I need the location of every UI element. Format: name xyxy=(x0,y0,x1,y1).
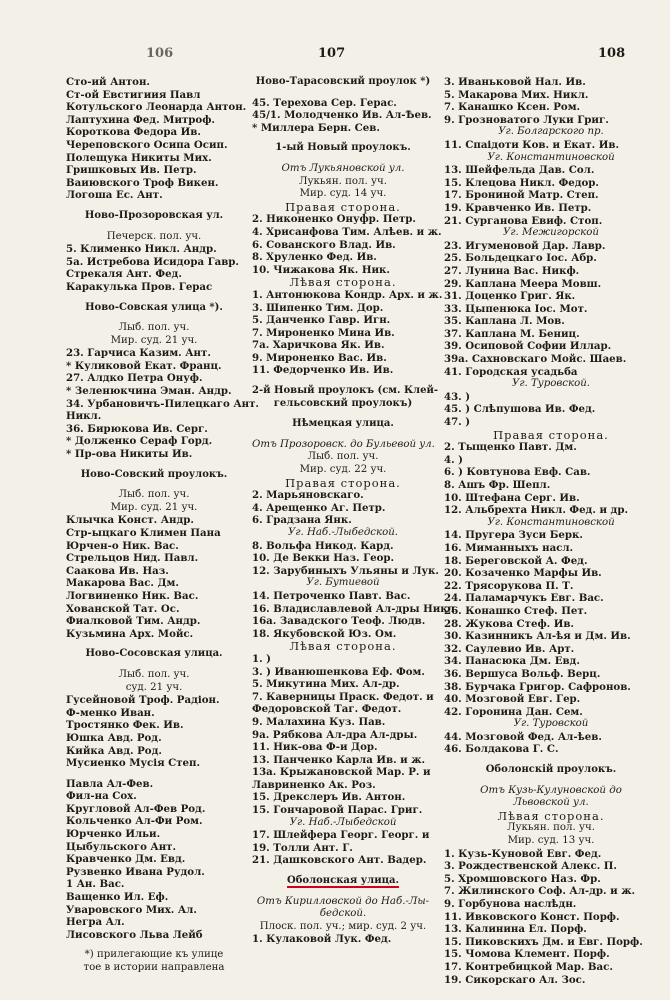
location-note: Львовской ул. xyxy=(513,797,589,809)
side-heading: Лѣвая сторона. xyxy=(289,639,397,654)
directory-entry: 18. Береговской А. Фед. xyxy=(444,554,588,567)
spacer xyxy=(252,431,434,439)
spacer xyxy=(252,134,434,142)
side-heading: Правая сторона. xyxy=(285,199,401,214)
spacer xyxy=(252,888,434,896)
location-note: Отъ Кузь-Кулуновской до xyxy=(480,784,622,796)
directory-entry: 13а. Крыжановской Мар. Р. и xyxy=(252,766,431,779)
directory-entry: 46. Болдакова Г. С. xyxy=(444,743,559,756)
directory-entry: Ст-ой Евстигиия Павл xyxy=(66,88,201,101)
directory-entry: Кравченко Дм. Евд. xyxy=(66,853,186,866)
location-note: Уг. Бутиевой xyxy=(306,577,380,589)
location-note: Уг. Межигорской xyxy=(503,227,599,239)
directory-entry: Гришковых Ив. Петр. xyxy=(66,164,197,177)
directory-entry: Котульского Леонарда Антон. xyxy=(66,101,247,114)
directory-entry: 16а. Завадского Теоф. Людв. xyxy=(252,615,426,628)
directory-entry: 19. Кравченко Ив. Петр. xyxy=(444,201,592,214)
directory-entry: Кийка Авд. Род. xyxy=(66,744,162,757)
directory-entry: 38. Бурчака Григор. Сафронов. xyxy=(444,680,631,693)
directory-entry: 42. Горонина Дан. Сем. xyxy=(444,705,583,718)
directory-entry: 6. ) Ковтунова Евф. Сав. xyxy=(444,466,591,479)
location-note: Уг. Туровской xyxy=(513,718,589,730)
side-heading: Правая сторона. xyxy=(493,427,609,442)
directory-entry: 4. Хрисанфова Тим. Алѣев. и ж. xyxy=(252,225,442,238)
spacer xyxy=(444,756,658,764)
directory-entry: 8. Ашъ Фр. Шепл. xyxy=(444,479,551,491)
directory-entry: 28. Жукова Стеф. Ив. xyxy=(444,617,574,630)
directory-entry: 5. Хромшовского Наз. Фр. xyxy=(444,872,601,885)
directory-entry: 34. Панасюка Дм. Евд. xyxy=(444,655,580,668)
directory-entry: Лавриненко Ак. Роз. xyxy=(252,778,376,791)
district-note: Лукьян. пол. уч. xyxy=(507,822,595,834)
directory-entry: 41. Городская усадьба xyxy=(444,365,578,378)
directory-entry: Негра Ал. xyxy=(66,916,125,929)
directory-entry: 30. Казинникъ Ал-ѣя и Дм. Ив. xyxy=(444,630,631,643)
directory-entry: 15. Чомова Клемент. Порф. xyxy=(444,948,610,961)
district-note: Лыб. пол. уч. xyxy=(118,322,190,334)
directory-entry: Федоровской Таг. Федот. xyxy=(252,703,402,716)
directory-entry: 34. Урбановичъ-Пилецкаго Ант. xyxy=(66,397,259,410)
spacer xyxy=(66,640,242,648)
directory-entry: 40. Мозговой Евг. Гер. xyxy=(444,693,581,706)
directory-entry: 9. Мироненко Вас. Ив. xyxy=(252,351,387,364)
directory-entry: 5а. Истребова Исидора Гавр. xyxy=(66,255,239,268)
directory-entry: 45. ) Слѣпушова Ив. Фед. xyxy=(444,403,596,416)
directory-entry: 23. Игуменовой Дар. Лавр. xyxy=(444,239,606,252)
directory-entry: 5. Микутина Мих. Ал-др. xyxy=(252,678,400,691)
district-note: суд. 21 уч. xyxy=(125,681,183,693)
location-note: Уг. Константиновской xyxy=(487,516,615,528)
directory-entry: Юрченко Ильи. xyxy=(66,828,161,841)
directory-entry: 12. Альбрехта Никл. Фед. и др. xyxy=(444,504,629,517)
directory-entry: 15. Дрекслеръ Ив. Антон. xyxy=(252,791,406,804)
directory-entry: 8. Хруленко Фед. Ив. xyxy=(252,251,377,264)
directory-entry: 11. Ник-ова Ф-и Дор. xyxy=(252,741,378,754)
directory-entry: Мусиенко Мусія Степ. xyxy=(66,757,201,770)
directory-entry: 17. Шлейфера Георг. Георг. и xyxy=(252,829,430,842)
directory-entry: 1. Кузь-Куновой Евг. Фед. xyxy=(444,847,602,860)
directory-entry: 1 Ан. Вас. xyxy=(66,878,125,891)
district-note: *) прилегающие къ улице xyxy=(84,949,224,961)
directory-entry: 45/1. Молодченко Ив. Ал-Ѣев. xyxy=(252,109,432,122)
district-note: Мир. суд. 21 уч. xyxy=(110,501,198,513)
directory-entry: 6. Сованского Влад. Ив. xyxy=(252,238,396,251)
street-heading: Ново-Совский проулокъ. xyxy=(80,468,228,480)
directory-entry: 17. Контребицкой Мар. Вас. xyxy=(444,960,613,973)
directory-entry: 7. Мироненко Мина Ив. xyxy=(252,326,395,339)
directory-entry: Лисовского Льва Лейб xyxy=(66,928,203,941)
directory-entry: 35. Каплана Л. Мов. xyxy=(444,315,565,328)
district-note: Лыб. пол. уч. xyxy=(118,668,190,680)
directory-entry: 20. Козаченко Марфы Ив. xyxy=(444,567,602,580)
directory-entry: Стрельцов Нид. Павл. xyxy=(66,552,199,565)
district-note: тое в истории направлена xyxy=(83,962,225,973)
directory-entry: 37. Каплана М. Бениц. xyxy=(444,327,580,340)
directory-entry: 4. ) xyxy=(444,453,464,466)
directory-entry: Сто-ий Антон. xyxy=(66,76,150,88)
district-note: Печерск. пол. уч. xyxy=(106,230,202,242)
directory-entry: 23. Гарчиса Казим. Ант. xyxy=(66,347,211,360)
street-heading: Ново-Совская улица *). xyxy=(85,301,223,313)
directory-entry: 3. ) Иванюшенкова Еф. Фом. xyxy=(252,665,425,678)
location-note: Отъ Лукьяновской ул. xyxy=(281,162,405,174)
location-note: Уг. Туровской. xyxy=(512,378,590,390)
location-note: Уг. Болгарского пр. xyxy=(498,126,604,138)
directory-entry: 8. Вольфа Никод. Кард. xyxy=(252,539,394,552)
directory-entry: 44. Мозговой Фед. Ал-ѣев. xyxy=(444,730,602,743)
directory-entry: 9. Малахина Куз. Пав. xyxy=(252,715,386,728)
directory-entry: 27. Алдко Петра Онуф. xyxy=(66,372,203,385)
directory-entry: Кузьмина Арх. Мойс. xyxy=(66,627,194,640)
directory-entry: Фил-на Сох. xyxy=(66,790,137,803)
directory-entry: 7. Жилинского Соф. Ал-др. и ж. xyxy=(444,885,636,898)
directory-entry: Полещука Никиты Мих. xyxy=(66,151,212,164)
directory-entry: 17. Брониной Матр. Степ. xyxy=(444,189,599,202)
directory-entry: 14. Пругера Зуси Берк. xyxy=(444,529,583,542)
spacer xyxy=(252,867,434,875)
district-note: Мир. суд. 21 уч. xyxy=(110,334,198,346)
directory-entry: Логвиненко Ник. Вас. xyxy=(66,589,199,602)
spacer xyxy=(66,223,242,231)
directory-entry: 15. Клецова Никл. Федор. xyxy=(444,176,599,189)
street-heading xyxy=(252,875,434,888)
directory-entry: Кругловой Ал-Фев Род. xyxy=(66,802,206,815)
left-column xyxy=(66,76,259,996)
directory-entry: 7. Каверницы Праск. Федот. и xyxy=(252,690,434,703)
spacer xyxy=(252,89,434,97)
directory-entry: 39. Осиповой Софии Иллар. xyxy=(444,340,612,353)
directory-entry: 47. ) xyxy=(444,416,471,429)
directory-entry: 32. Саулевио Ив. Арт. xyxy=(444,642,575,655)
directory-entry: 3. Рождественской Алекс. П. xyxy=(444,860,617,873)
directory-entry: Ф-менко Иван. xyxy=(66,706,155,719)
directory-entry: Ваиювского Троф Викен. xyxy=(66,176,219,189)
location-note: Отъ Прозоровск. до Бульевой ул. xyxy=(252,438,435,450)
spacer xyxy=(252,155,434,163)
directory-entry: 16. Владиславлевой Ал-дры Никл. xyxy=(252,602,459,615)
directory-entry: 5. Клименко Никл. Андр. xyxy=(66,243,217,256)
directory-entry: 29. Каплана Меера Мовш. xyxy=(444,277,602,290)
directory-entry: 31. Доценко Григ. Як. xyxy=(444,290,576,303)
directory-entry: 14. Петроченко Павт. Вас. xyxy=(252,589,411,602)
location-note: Уг. Константиновской xyxy=(487,151,615,163)
street-heading: Оболонскiй проулокъ. xyxy=(485,764,617,776)
directory-entry: Стрекаля Ант. Фед. xyxy=(66,268,182,281)
spacer xyxy=(66,314,242,322)
directory-entry: Юшка Авд. Род. xyxy=(66,731,162,744)
location-note: Уг. Наб.-Лыбедской. xyxy=(287,527,399,538)
street-heading: Ново-Прозоровская ул. xyxy=(84,209,224,221)
district-note: Плоск. пол. уч.; мир. суд. 2 уч. xyxy=(259,920,427,932)
directory-entry: * Зеленюкчина Эман. Андр. xyxy=(66,385,232,398)
side-heading: Лѣвая сторона. xyxy=(497,808,605,823)
directory-entry: Клычка Конст. Андр. xyxy=(66,514,194,527)
directory-entry: 16. Миманныхъ насл. xyxy=(444,541,574,554)
district-note: Мир. суд. 14 уч. xyxy=(299,188,387,200)
directory-entry: Гусейновой Троф. Радіон. xyxy=(66,694,220,707)
spacer xyxy=(66,202,242,210)
directory-entry: Коротковa Федора Ив. xyxy=(66,126,201,139)
directory-entry: 11. Спаідоти Ков. и Екат. Ив. xyxy=(444,138,620,151)
page-number-middle: 107 xyxy=(318,46,346,61)
directory-entry: 10. Чижакова Як. Ник. xyxy=(252,263,390,276)
right-column xyxy=(444,76,658,996)
directory-entry: * Куликовой Екат. Франц. xyxy=(66,359,222,372)
location-note: Отъ Кирилловской до Наб.-Лы- xyxy=(256,895,430,907)
directory-entry: Хованской Тат. Ос. xyxy=(66,602,180,615)
directory-entry: 22. Трясорукова П. Т. xyxy=(444,579,574,592)
spacer xyxy=(66,770,242,778)
spacer xyxy=(66,294,242,302)
directory-entry: 36. Вершуса Вольф. Верц. xyxy=(444,667,601,680)
directory-entry: * Долженко Сераф Горд. xyxy=(66,435,213,448)
directory-entry: 33. Цыпенюка Іос. Мот. xyxy=(444,302,588,315)
directory-entry: 15. Гончаровой Парас. Григ. xyxy=(252,804,423,817)
page-number-left: 106 xyxy=(146,46,174,61)
directory-entry: 21. Дашковского Ант. Вадер. xyxy=(252,854,427,867)
directory-entry: 15. Пиковскихъ Дм. и Евг. Порф. xyxy=(444,935,643,948)
directory-entry: Макарова Вас. Дм. xyxy=(66,577,179,590)
location-note: бедской. xyxy=(319,908,367,920)
directory-entry: Стр-ыцкаго Климен Пана xyxy=(66,527,221,539)
directory-entry: 2. Никоненко Онуфр. Петр. xyxy=(252,213,416,226)
spacer xyxy=(252,410,434,418)
street-heading: Нѣмецкая улица. xyxy=(292,418,394,430)
directory-entry: Логоша Ес. Ант. xyxy=(66,189,163,202)
directory-entry: Каракулька Пров. Герас xyxy=(66,280,213,293)
directory-entry: 26. Конашко Стеф. Пет. xyxy=(444,604,588,617)
directory-entry: 10. Штефана Серг. Ив. xyxy=(444,491,580,504)
district-note: Лукьян. пол. уч. xyxy=(299,175,387,187)
directory-entry: 39а. Сахновскаго Мойс. Шаев. xyxy=(444,353,627,366)
spacer xyxy=(444,777,658,785)
directory-entry: 3. Иваньковой Нал. Ив. xyxy=(444,76,586,88)
directory-entry: * Пр-ова Никиты Ив. xyxy=(66,448,193,461)
directory-entry: 1. Кулаковой Лук. Фед. xyxy=(252,933,392,946)
location-note: Уг. Наб.-Лыбедской xyxy=(289,816,397,828)
directory-entry: 9. Горбунова наслѣдн. xyxy=(444,898,577,910)
street-heading: Ново-Сосовская улица. xyxy=(85,648,223,660)
directory-entry: Фиалковой Тим. Андр. xyxy=(66,615,201,628)
directory-entry: 25. Больдецкаго Іос. Абр. xyxy=(444,252,597,265)
street-heading: Ново-Тарасовский проулок *) xyxy=(255,76,431,87)
directory-entry: 12. Зарубиныхъ Ульяны и Лук. xyxy=(252,564,439,577)
directory-entry: 3. Шипенко Тим. Дор. xyxy=(252,301,384,314)
directory-entry: Никл. xyxy=(66,410,102,423)
directory-entry: Юрчен-о Ник. Вас. xyxy=(66,539,179,552)
directory-entry: Рузвенко Ивана Рудол. xyxy=(66,865,205,878)
directory-entry: Череповского Осипа Осип. xyxy=(66,138,228,151)
directory-entry: 5. Данченко Гавр. Игн. xyxy=(252,314,391,327)
directory-entry: Ващенко Ил. Еф. xyxy=(66,891,169,904)
directory-entry: 45. Терехова Сер. Герас. xyxy=(252,96,397,109)
spacer xyxy=(66,661,242,669)
page-number-right: 108 xyxy=(598,46,626,61)
street-heading: гельсовский проулокъ) xyxy=(273,397,413,409)
directory-entry: 5. Макарова Мих. Никл. xyxy=(444,88,589,101)
district-note: Мир. суд. 22 уч. xyxy=(299,464,387,476)
directory-entry: 21. Сургановa Евиф. Стоп. xyxy=(444,214,603,227)
side-heading: Правая сторона. xyxy=(285,475,401,490)
spacer xyxy=(252,377,434,385)
directory-entry: Цыбульского Ант. xyxy=(66,840,177,853)
directory-entry: 1. Антонюкова Кондр. Арх. и ж. xyxy=(252,288,443,301)
directory-entry: 7. Канашко Ксен. Ром. xyxy=(444,101,581,114)
directory-entry: Саакова Ив. Наз. xyxy=(66,564,169,577)
directory-entry: 10. Де Векки Наз. Геор. xyxy=(252,552,395,565)
district-note: Лыб. пол. уч. xyxy=(307,451,379,463)
directory-entry: 24. Паламарчукъ Евг. Вас. xyxy=(444,592,604,605)
directory-entry: 11. Ивковского Конст. Порф. xyxy=(444,910,620,923)
directory-entry: Тростянко Фек. Ив. xyxy=(66,719,184,732)
side-heading: Лѣвая сторона. xyxy=(289,275,397,290)
directory-entry: 19. Толли Ант. Г. xyxy=(252,841,353,854)
directory-entry: 9а. Рябкова Ал-дра Ал-дры. xyxy=(252,728,418,741)
directory-entry: 6. Градзана Янк. xyxy=(252,514,352,527)
directory-entry: 2. Марьяновскаго. xyxy=(252,489,364,502)
directory-entry: 27. Лунина Вас. Никф. xyxy=(444,264,580,277)
directory-entry: 19. Сикорскаго Ал. Зос. xyxy=(444,973,586,986)
directory-entry: 13. Шейфельда Дав. Сол. xyxy=(444,164,595,177)
directory-entry: 13. Калинина Ел. Порф. xyxy=(444,923,587,936)
directory-entry: 18. Якубовской Юз. Ом. xyxy=(252,627,397,640)
directory-entry: Уваровского Мих. Ал. xyxy=(66,903,197,916)
directory-entry: Павла Ал-Фев. xyxy=(66,777,154,790)
directory-entry: 1. ) xyxy=(252,652,272,665)
directory-entry: 11. Федорченко Ив. Ив. xyxy=(252,364,394,377)
street-heading: 2-й Новый проулокъ (см. Клей- xyxy=(252,385,439,397)
directory-entry: Кольченко Ал-Фи Ром. xyxy=(66,815,203,828)
directory-entry: Лаптухина Фед. Митроф. xyxy=(66,113,215,126)
underlined-street-name: Оболонская улица. xyxy=(287,875,399,887)
district-note: Лыб. пол. уч. xyxy=(118,489,190,501)
directory-entry: * Миллера Берн. Сев. xyxy=(252,121,380,134)
district-note: Мир. суд. 13 уч. xyxy=(507,835,595,847)
street-heading: 1-ый Новый проулокъ. xyxy=(275,142,411,154)
directory-entry: 7а. Харичкова Як. Ив. xyxy=(252,339,385,352)
directory-entry: 4. Арещенко Аг. Петр. xyxy=(252,501,386,514)
directory-entry: 13. Панченко Карла Ив. и ж. xyxy=(252,753,426,766)
spacer xyxy=(66,461,242,469)
directory-entry: 2. Тыщенко Павт. Дм. xyxy=(444,441,577,454)
directory-entry: 9. Грозноватого Луки Григ. xyxy=(444,113,609,126)
directory-entry: 36. Бирюкова Ив. Серг. xyxy=(66,422,208,435)
directory-entry: 43. ) xyxy=(444,390,471,403)
